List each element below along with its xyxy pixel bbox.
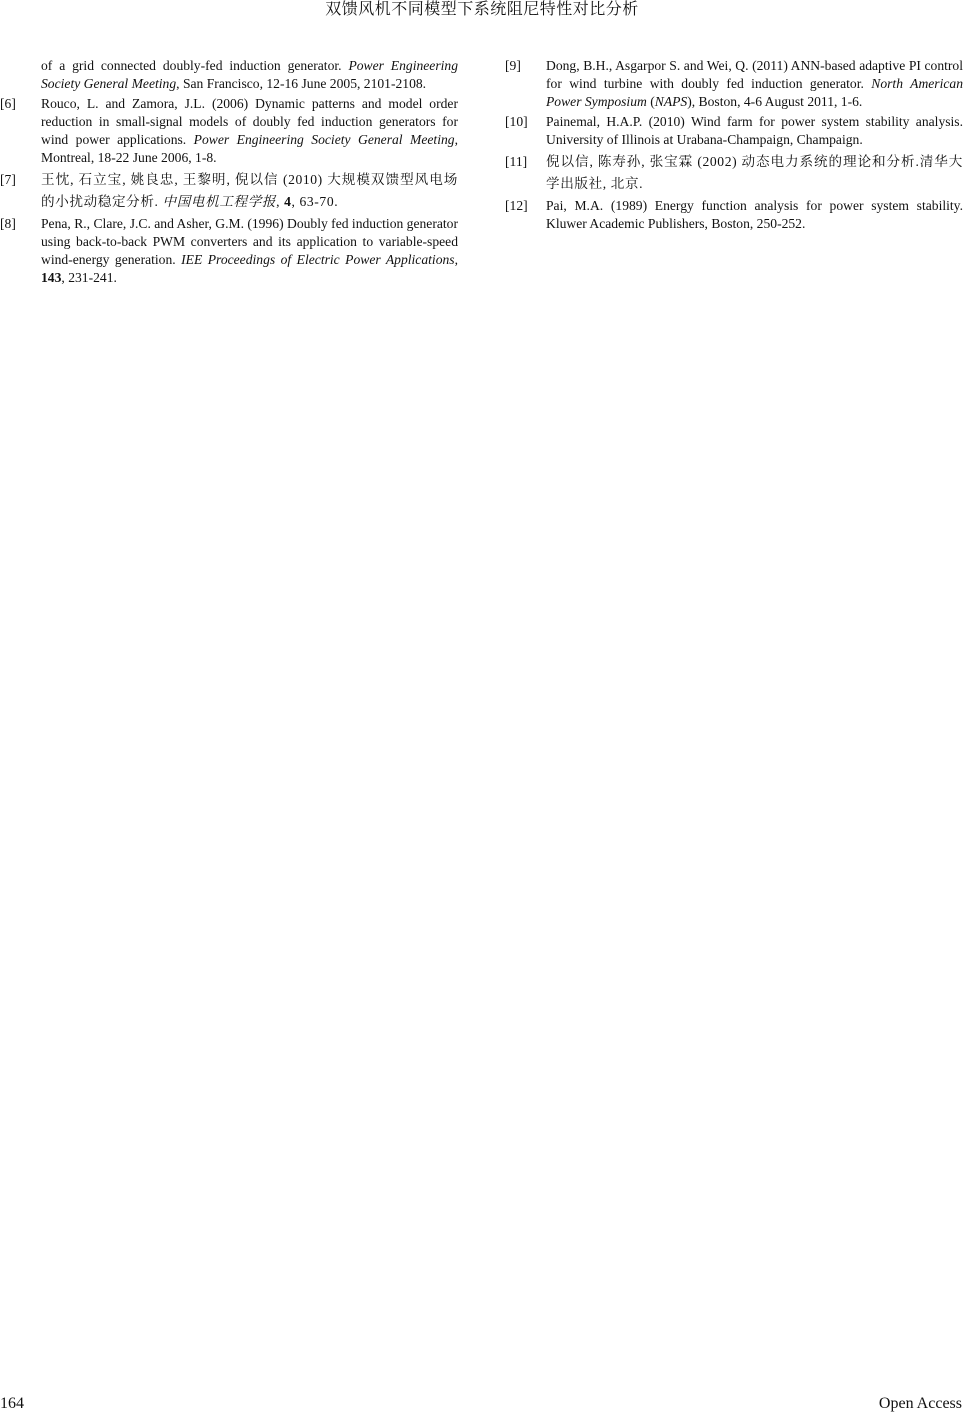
reference-text: Dong, B.H., Asgarpor S. and Wei, Q. (2011) ANN-based adaptive PI control for wind turbine with doubly fed induction generator. North American Power Symposium (NAPS), Boston, 4-6 August 2011, 1-6. xyxy=(546,58,963,109)
reference-number: [6] xyxy=(0,96,16,111)
reference-text: Rouco, L. and Zamora, J.L. (2006) Dynamic patterns and model order reduction in small-signal models of doubly fed induction generators for wind power applications. Power Engineering Society General Meeting, Montreal, 18-22 June 2006, 1-8. xyxy=(41,96,458,165)
reference-number: [8] xyxy=(0,216,16,231)
reference-number: [11] xyxy=(505,154,528,169)
reference-item xyxy=(0,57,458,93)
reference-item xyxy=(0,95,458,167)
reference-item xyxy=(505,57,963,111)
journal-footer: Open Access xyxy=(878,1395,962,1412)
reference-number: [12] xyxy=(505,198,528,213)
reference-number: [9] xyxy=(505,58,521,73)
reference-item xyxy=(505,113,963,149)
references-right-column xyxy=(505,57,963,235)
reference-number: [7] xyxy=(0,172,16,187)
reference-item xyxy=(0,215,458,287)
reference-number: [10] xyxy=(505,114,528,129)
reference-item xyxy=(505,151,963,195)
reference-text: Pena, R., Clare, J.C. and Asher, G.M. (1996) Doubly fed induction generator using back-to-back PWM converters and its application to variable-speed wind-energy generation. IEE Proceedings of Electric Power Applications, 143, 231-241. xyxy=(41,216,459,285)
reference-text: 倪以信, 陈寿孙, 张宝霖 (2002) 动态电力系统的理论和分析.清华大学出版社, 北京. xyxy=(546,154,963,191)
references-left-column xyxy=(0,57,458,289)
reference-text: Pai, M.A. (1989) Energy function analysis for power system stability. Kluwer Academic Publishers, Boston, 250-252. xyxy=(546,198,963,231)
running-header: 双馈风机不同模型下系统阻尼特性对比分析 xyxy=(325,1,639,18)
reference-text: Painemal, H.A.P. (2010) Wind farm for power system stability analysis. University of Illinois at Urabana-Champaign, Champaign. xyxy=(546,114,963,147)
page-number: 164 xyxy=(0,1395,24,1412)
reference-text: 王忱, 石立宝, 姚良忠, 王黎明, 倪以信 (2010) 大规模双馈型风电场的小扰动稳定分析. 中国电机工程学报, 4, 63-70. xyxy=(41,172,458,209)
reference-item xyxy=(505,197,963,233)
reference-text: of a grid connected doubly-fed induction generator. Power Engineering Society General Meeting, San Francisco, 12-16 June 2005, 2101-2108. xyxy=(41,58,459,91)
reference-item xyxy=(0,169,458,213)
